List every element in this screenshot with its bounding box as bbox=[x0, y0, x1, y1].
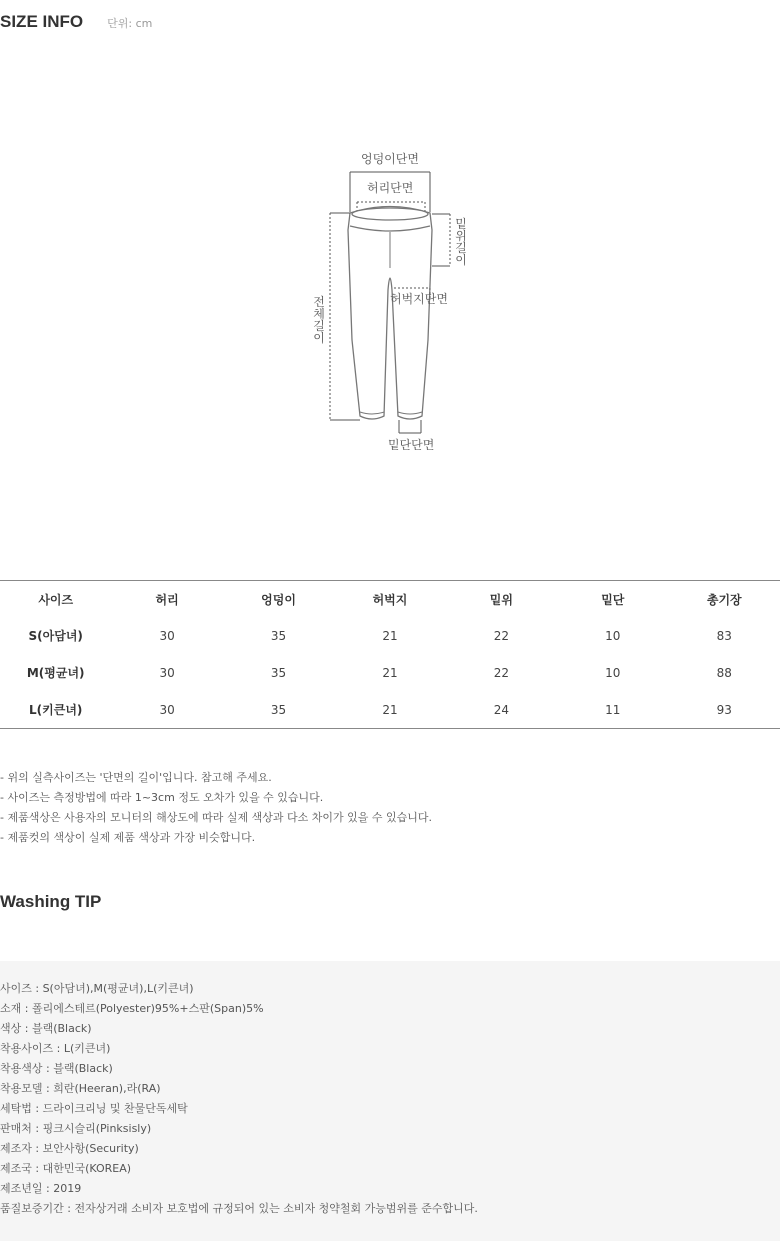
product-info-box bbox=[0, 961, 780, 1241]
table-cell: 30 bbox=[159, 702, 175, 717]
table-cell: 35 bbox=[270, 702, 287, 717]
thigh-label: 허벅지단면 bbox=[390, 292, 448, 306]
info-item: 소재 : 폴리에스테르(Polyester)95%+스판(Span)5% bbox=[0, 1002, 264, 1015]
note-item: - 사이즈는 측정방법에 따라 1~3cm 정도 오차가 있을 수 있습니다. bbox=[0, 791, 324, 804]
info-item: 제조자 : 보안사항(Security) bbox=[0, 1142, 139, 1155]
table-cell: 22 bbox=[493, 665, 510, 680]
table-cell: 35 bbox=[270, 665, 287, 680]
info-item: 세탁법 : 드라이크리닝 및 찬물단독세탁 bbox=[0, 1102, 188, 1115]
info-item: 착용사이즈 : L(키큰녀) bbox=[0, 1042, 111, 1055]
size-name-cell: L(키큰녀) bbox=[29, 703, 83, 717]
size-name-cell: M(평균녀) bbox=[26, 666, 85, 680]
size-table-header-row bbox=[0, 581, 780, 618]
table-cell: 21 bbox=[382, 665, 398, 680]
table-cell: 35 bbox=[270, 628, 287, 643]
table-row bbox=[0, 654, 780, 691]
table-cell: 21 bbox=[382, 702, 398, 717]
total-length-label: 전체길이 bbox=[313, 295, 325, 345]
info-item: 판매처 : 핑크시슬리(Pinksisly) bbox=[0, 1122, 152, 1135]
table-cell: 10 bbox=[605, 628, 621, 643]
size-info-title: SIZE INFO bbox=[0, 12, 84, 31]
info-item: 품질보증기간 : 전자상거래 소비자 보호법에 규정되어 있는 소비자 청약철회 가능범위를 준수합니다. bbox=[0, 1202, 478, 1215]
column-header: 밑위 bbox=[489, 592, 513, 607]
column-header: 밑단 bbox=[601, 592, 625, 607]
rise-dimension-line bbox=[432, 214, 450, 266]
table-cell: 30 bbox=[159, 665, 175, 680]
table-row bbox=[0, 691, 780, 729]
info-item: 사이즈 : S(아담녀),M(평균녀),L(키큰녀) bbox=[0, 982, 194, 995]
table-cell: 22 bbox=[493, 628, 510, 643]
leggings-outline bbox=[348, 207, 432, 420]
hem-dimension-line bbox=[399, 420, 421, 433]
table-cell: 93 bbox=[716, 702, 732, 717]
size-name-cell: S(아담녀) bbox=[28, 629, 83, 643]
table-row bbox=[0, 617, 780, 654]
info-item: 색상 : 블랙(Black) bbox=[0, 1022, 92, 1035]
unit-label: 단위: cm bbox=[107, 17, 153, 30]
info-item: 착용색상 : 블랙(Black) bbox=[0, 1062, 113, 1075]
hip-label: 엉덩이단면 bbox=[361, 152, 419, 166]
waist-label: 허리단면 bbox=[367, 181, 414, 195]
column-header: 엉덩이 bbox=[261, 592, 296, 607]
column-header: 사이즈 bbox=[38, 592, 74, 607]
note-item: - 제품색상은 사용자의 모니터의 해상도에 따라 실제 색상과 다소 차이가 있을 수 있습니다. bbox=[0, 811, 432, 824]
table-cell: 88 bbox=[716, 665, 732, 680]
table-cell: 24 bbox=[493, 702, 510, 717]
column-header: 총기장 bbox=[706, 592, 742, 607]
product-info-list bbox=[0, 979, 478, 1219]
note-item: - 제품컷의 색상이 실제 제품 색상과 가장 비슷합니다. bbox=[0, 831, 256, 844]
table-cell: 10 bbox=[605, 665, 621, 680]
leggings-measurement-diagram bbox=[0, 140, 780, 460]
table-cell: 30 bbox=[159, 628, 175, 643]
size-table bbox=[0, 580, 780, 729]
table-cell: 21 bbox=[382, 628, 398, 643]
info-item: 제조국 : 대한민국(KOREA) bbox=[0, 1162, 132, 1175]
column-header: 허리 bbox=[155, 592, 179, 607]
size-notes bbox=[0, 768, 432, 848]
table-cell: 11 bbox=[605, 702, 621, 717]
size-info-header bbox=[0, 12, 152, 36]
info-item: 착용모델 : 희란(Heeran),라(RA) bbox=[0, 1082, 161, 1095]
column-header: 허벅지 bbox=[372, 592, 408, 607]
table-cell: 83 bbox=[716, 628, 732, 643]
info-item: 제조년일 : 2019 bbox=[0, 1182, 82, 1195]
rise-label: 밑위길이 bbox=[455, 217, 467, 267]
washing-tip-title: Washing TIP bbox=[0, 892, 102, 911]
hem-label: 밑단단면 bbox=[388, 438, 435, 452]
note-item: - 위의 실측사이즈는 '단면의 길이'입니다. 참고해 주세요. bbox=[0, 771, 272, 784]
